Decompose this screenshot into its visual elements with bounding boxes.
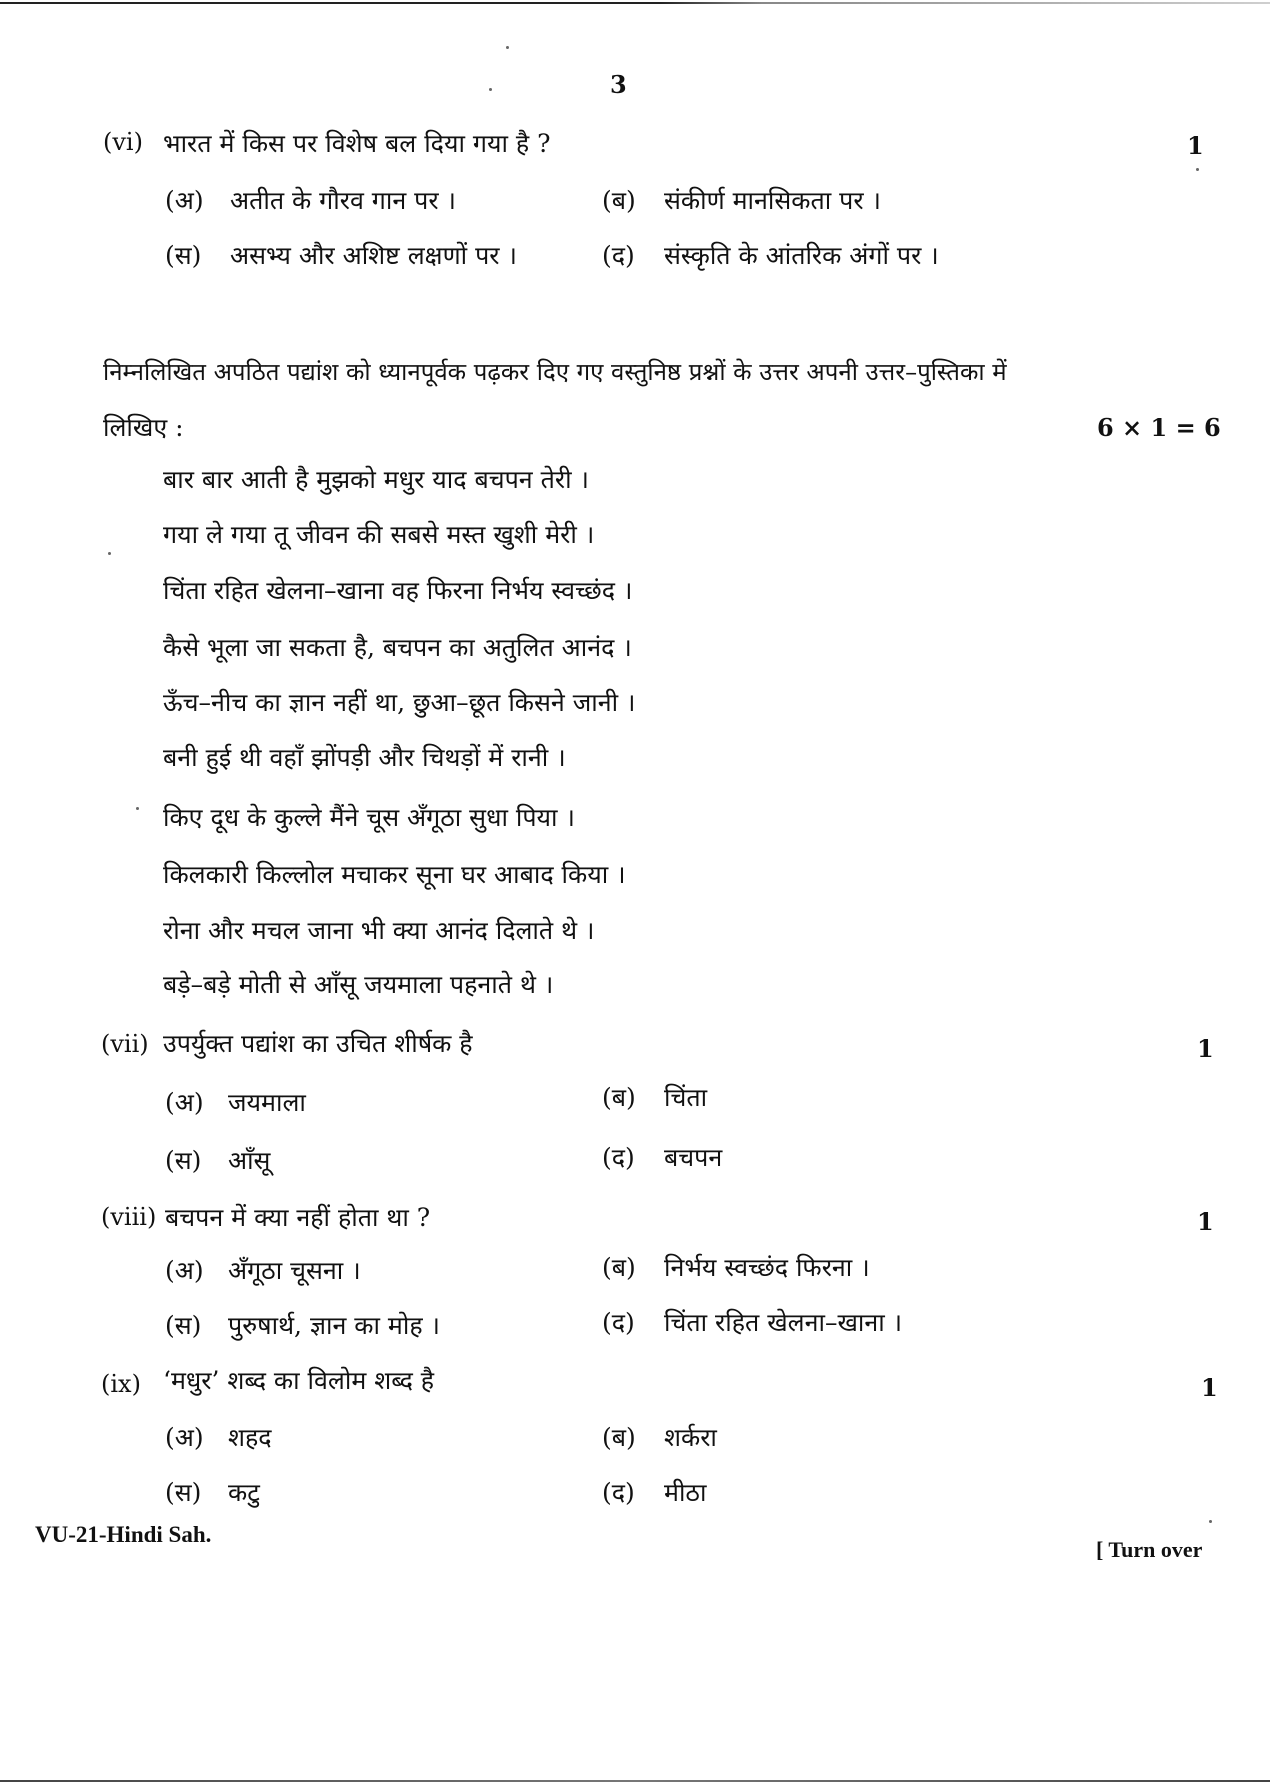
question-text: उपर्युक्त पद्यांश का उचित शीर्षक है bbox=[163, 1029, 473, 1058]
option-text: पुरुषार्थ, ज्ञान का मोह । bbox=[228, 1311, 441, 1340]
option-label: (अ) bbox=[165, 186, 204, 215]
poem-line: बड़े–बड़े मोती से आँसू जयमाला पहनाते थे । bbox=[163, 970, 554, 999]
question-marks: 1 bbox=[1197, 1034, 1214, 1063]
scan-edge-bottom bbox=[0, 1780, 1270, 1782]
question-number: (ix) bbox=[101, 1370, 141, 1398]
question-number: (vii) bbox=[101, 1030, 149, 1058]
question-text: बचपन में क्या नहीं होता था ? bbox=[165, 1203, 431, 1232]
poem-line: रोना और मचल जाना भी क्या आनंद दिलाते थे । bbox=[163, 916, 595, 945]
question-marks: 1 bbox=[1201, 1373, 1218, 1402]
scan-speck bbox=[1209, 1520, 1212, 1523]
question-marks: 1 bbox=[1197, 1207, 1214, 1236]
question-text: भारत में किस पर विशेष बल दिया गया है ? bbox=[163, 129, 551, 158]
poem-line: ऊँच–नीच का ज्ञान नहीं था, छुआ–छूत किसने जानी । bbox=[163, 688, 636, 717]
scan-speck bbox=[1196, 168, 1199, 171]
turn-over-note: [ Turn over bbox=[1096, 1537, 1203, 1562]
option-label: (द) bbox=[602, 241, 635, 270]
option-text: संकीर्ण मानसिकता पर । bbox=[664, 186, 881, 215]
option-text: आँसू bbox=[228, 1146, 271, 1175]
option-text: अतीत के गौरव गान पर । bbox=[230, 186, 457, 215]
option-label: (द) bbox=[602, 1478, 635, 1507]
option-label: (स) bbox=[165, 1478, 202, 1507]
option-text: मीठा bbox=[664, 1478, 707, 1507]
option-label: (स) bbox=[165, 241, 202, 270]
question-text: ‘मधुर’ शब्द का विलोम शब्द है bbox=[163, 1366, 435, 1395]
option-text: निर्भय स्वच्छंद फिरना । bbox=[664, 1253, 870, 1282]
option-text: बचपन bbox=[664, 1143, 723, 1172]
option-label: (स) bbox=[165, 1311, 202, 1340]
option-label: (अ) bbox=[165, 1088, 204, 1117]
poem-line: चिंता रहित खेलना–खाना वह फिरना निर्भय स्वच्छंद । bbox=[163, 576, 633, 605]
option-text: संस्कृति के आंतरिक अंगों पर । bbox=[664, 241, 939, 270]
question-number: (vi) bbox=[103, 128, 143, 156]
option-label: (ब) bbox=[602, 1253, 636, 1282]
option-label: (स) bbox=[165, 1146, 202, 1175]
option-label: (द) bbox=[602, 1143, 635, 1172]
option-text: असभ्य और अशिष्ट लक्षणों पर । bbox=[230, 241, 517, 270]
option-label: (द) bbox=[602, 1308, 635, 1337]
option-label: (ब) bbox=[602, 186, 636, 215]
paper-code: VU-21-Hindi Sah. bbox=[35, 1522, 212, 1547]
option-label: (अ) bbox=[165, 1256, 204, 1285]
poem-line: किए दूध के कुल्ले मैंने चूस अँगूठा सुधा पिया । bbox=[163, 803, 575, 832]
poem-line: किलकारी किल्लोल मचाकर सूना घर आबाद किया । bbox=[163, 860, 626, 889]
scan-edge-top bbox=[0, 2, 1270, 4]
option-text: चिंता bbox=[664, 1083, 708, 1112]
question-number: (viii) bbox=[101, 1203, 157, 1231]
option-label: (अ) bbox=[165, 1423, 204, 1452]
scan-speck bbox=[108, 552, 111, 555]
option-text: जयमाला bbox=[228, 1088, 306, 1117]
option-text: अँगूठा चूसना । bbox=[228, 1256, 361, 1285]
scan-speck bbox=[489, 88, 492, 91]
poem-line: कैसे भूला जा सकता है, बचपन का अतुलित आनंद । bbox=[163, 633, 632, 662]
scan-speck bbox=[136, 807, 139, 810]
poem-line: गया ले गया तू जीवन की सबसे मस्त खुशी मेरी । bbox=[163, 520, 595, 549]
scan-speck bbox=[506, 46, 509, 49]
option-text: शहद bbox=[228, 1423, 272, 1452]
option-text: चिंता रहित खेलना–खाना । bbox=[664, 1308, 903, 1337]
question-marks: 1 bbox=[1187, 131, 1204, 160]
instruction-line: निम्नलिखित अपठित पद्यांश को ध्यानपूर्वक पढ़कर दिए गए वस्तुनिष्ठ प्रश्नों के उत्तर अपनी उत्तर–पुस्तिका में bbox=[103, 358, 1007, 386]
instruction-line: लिखिए : bbox=[103, 413, 184, 442]
option-text: शर्करा bbox=[664, 1423, 717, 1452]
option-label: (ब) bbox=[602, 1083, 636, 1112]
option-text: कटु bbox=[228, 1478, 260, 1507]
option-label: (ब) bbox=[602, 1423, 636, 1452]
poem-line: बार बार आती है मुझको मधुर याद बचपन तेरी । bbox=[163, 465, 589, 494]
poem-line: बनी हुई थी वहाँ झोंपड़ी और चिथड़ों में रानी । bbox=[163, 743, 566, 772]
section-marks: 6 × 1 = 6 bbox=[1097, 413, 1221, 442]
page-number: 3 bbox=[610, 70, 627, 99]
